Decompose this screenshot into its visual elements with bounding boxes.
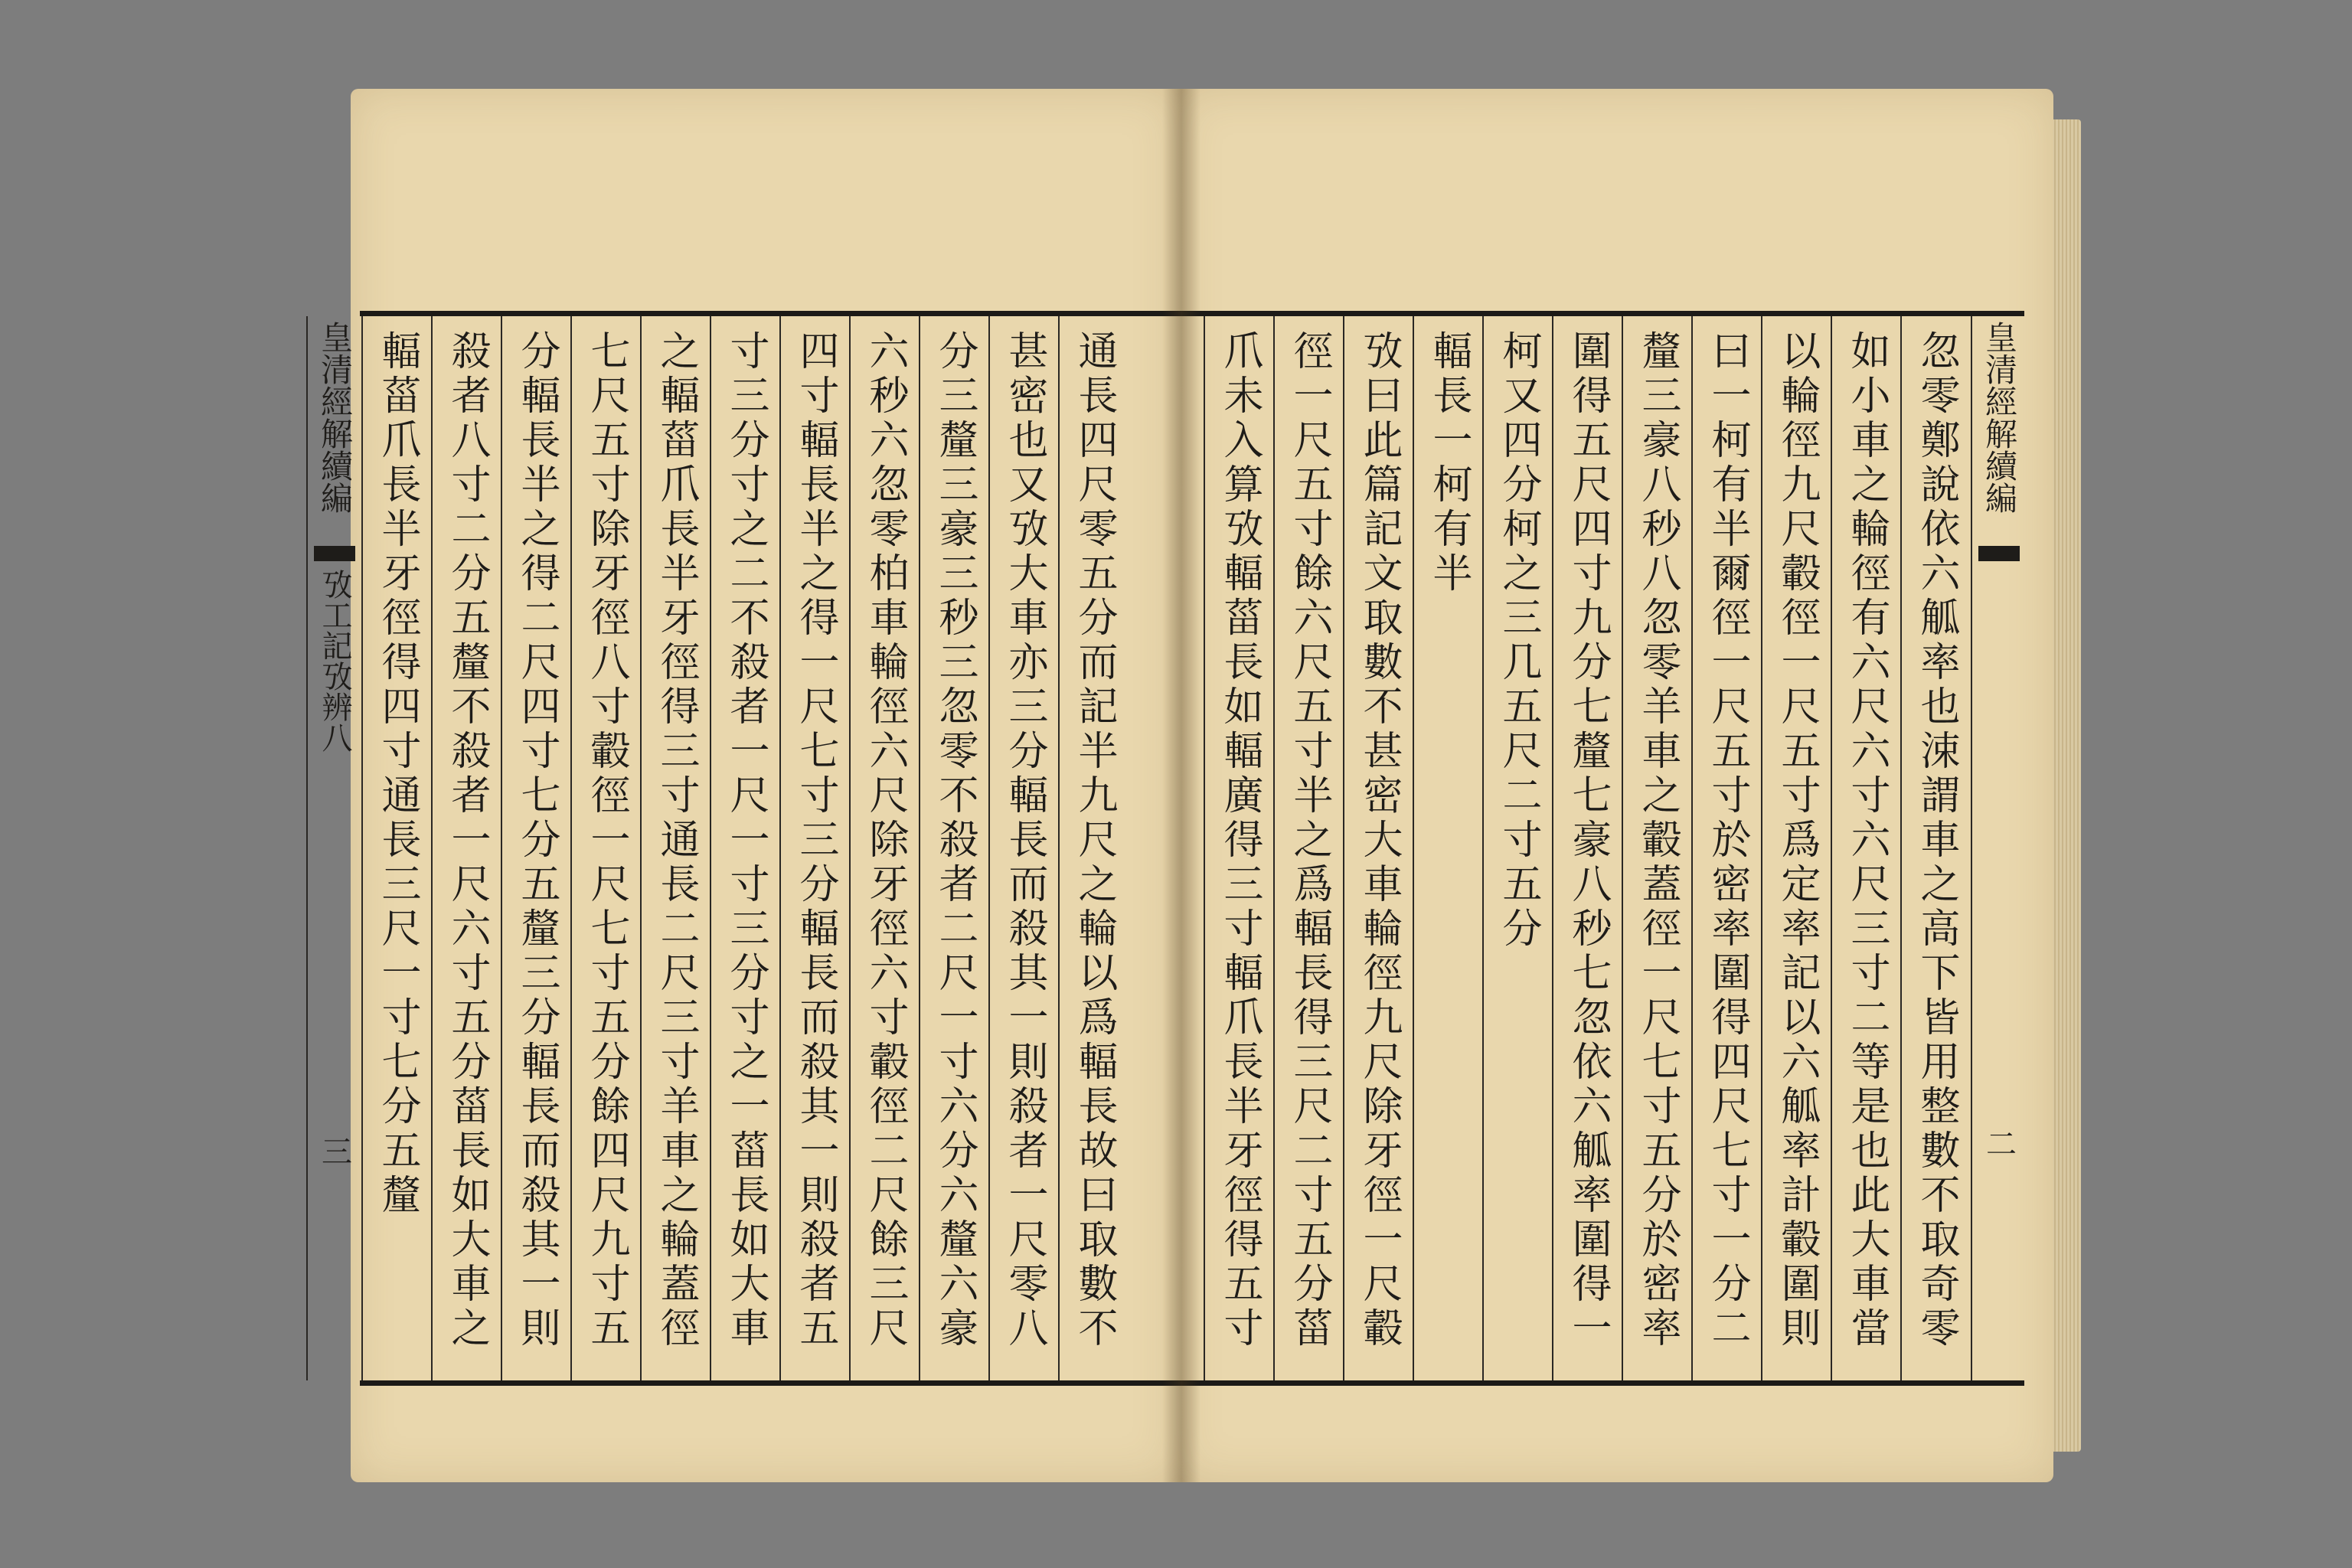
- page-margin: [1971, 316, 2026, 1380]
- folio-number: 二: [1981, 1128, 2017, 1158]
- text-column: [849, 316, 920, 1380]
- column-text: 六秒六忽零柏車輪徑六尺除牙徑六寸轂徑二尺餘三尺: [862, 330, 908, 1351]
- right-text-frame: [1178, 311, 2024, 1386]
- text-column: [710, 316, 780, 1380]
- column-text: 通長四尺零五分而記半九尺之輪以爲輻長故曰取數不: [1071, 330, 1117, 1351]
- column-text: 之輻菑爪長半牙徑得三寸通長二尺三寸羊車之輪蓋徑: [653, 330, 699, 1351]
- right-page: [1178, 89, 2053, 1482]
- column-text: 曰一柯有半爾徑一尺五寸於密率圍得四尺七寸一分二: [1704, 330, 1750, 1351]
- column-text: 分三釐三豪三秒三忽零不殺者二尺一寸六分六釐六豪: [932, 330, 978, 1351]
- folio-number: 三: [316, 1135, 352, 1166]
- text-column: [1204, 316, 1274, 1380]
- left-page: [316, 89, 1178, 1482]
- fishtail-mark: [1978, 546, 2020, 561]
- column-text: 攷曰此篇記文取數不甚密大車輪徑九尺除牙徑一尺轂: [1356, 330, 1402, 1351]
- page-margin: [306, 316, 361, 1380]
- text-column: [919, 316, 989, 1380]
- column-text: 圍得五尺四寸九分七釐七豪八秒七忽依六觚率圍得一: [1565, 330, 1611, 1351]
- column-text: 釐三豪八秒八忽零羊車之轂蓋徑一尺七寸五分於密率: [1635, 330, 1681, 1351]
- text-column: [1343, 316, 1413, 1380]
- text-column: [1552, 316, 1622, 1380]
- book-title: 皇清經解續編: [316, 321, 354, 514]
- column-text: 徑一尺五寸餘六尺五寸半之爲輻長得三尺二寸五分菑: [1286, 330, 1332, 1351]
- text-column: [501, 316, 571, 1380]
- book-gutter: [1162, 89, 1200, 1482]
- text-column: [1273, 316, 1344, 1380]
- text-column: [431, 316, 501, 1380]
- column-text: 四寸輻長半之得一尺七寸三分輻長而殺其一則殺者五: [792, 330, 838, 1351]
- text-column: [570, 316, 641, 1380]
- column-text: 柯又四分柯之三几五尺二寸五分: [1495, 330, 1541, 952]
- column-text: 甚密也又攷大車亦三分輻長而殺其一則殺者一尺零八: [1001, 330, 1047, 1351]
- chapter-title: 攷工記攷辨八: [317, 569, 352, 753]
- text-column: [1058, 316, 1129, 1380]
- column-text: 分輻長半之得二尺四寸七分五釐三分輻長而殺其一則: [514, 330, 560, 1351]
- text-column: [1761, 316, 1831, 1380]
- text-column: [988, 316, 1059, 1380]
- column-text: 寸三分寸之二不殺者一尺一寸三分寸之一菑長如大車: [723, 330, 769, 1351]
- left-text-frame: [316, 311, 1178, 1386]
- open-book: [316, 89, 2053, 1482]
- text-column: [361, 316, 432, 1380]
- book-title: 皇清經解續編: [1981, 321, 2018, 514]
- text-column: [779, 316, 850, 1380]
- column-text: 以輪徑九尺轂徑一尺五寸爲定率記以六觚率計轂圍則: [1774, 330, 1820, 1351]
- text-column: [1482, 316, 1553, 1380]
- column-text: 輻菑爪長半牙徑得四寸通長三尺一寸七分五釐: [374, 330, 420, 1218]
- text-column: [1831, 316, 1901, 1380]
- column-text: 七尺五寸除牙徑八寸轂徑一尺七寸五分餘四尺九寸五: [583, 330, 629, 1351]
- column-text: 殺者八寸二分五釐不殺者一尺六寸五分菑長如大車之: [444, 330, 490, 1351]
- column-text: 爪未入算攷輻菑長如輻廣得三寸輻爪長半牙徑得五寸: [1217, 330, 1263, 1351]
- text-column: [1691, 316, 1762, 1380]
- column-text: 忽零鄭說依六觚率也涑謂車之高下皆用整數不取奇零: [1913, 330, 1959, 1351]
- text-column: [1900, 316, 1971, 1380]
- text-column: [1622, 316, 1692, 1380]
- fishtail-mark: [314, 546, 355, 561]
- column-text: 輻長一柯有半: [1426, 330, 1472, 596]
- text-column: [640, 316, 710, 1380]
- column-text: 如小車之輪徑有六尺六寸六尺三寸二等是也此大車當: [1844, 330, 1890, 1351]
- text-column: [1413, 316, 1483, 1380]
